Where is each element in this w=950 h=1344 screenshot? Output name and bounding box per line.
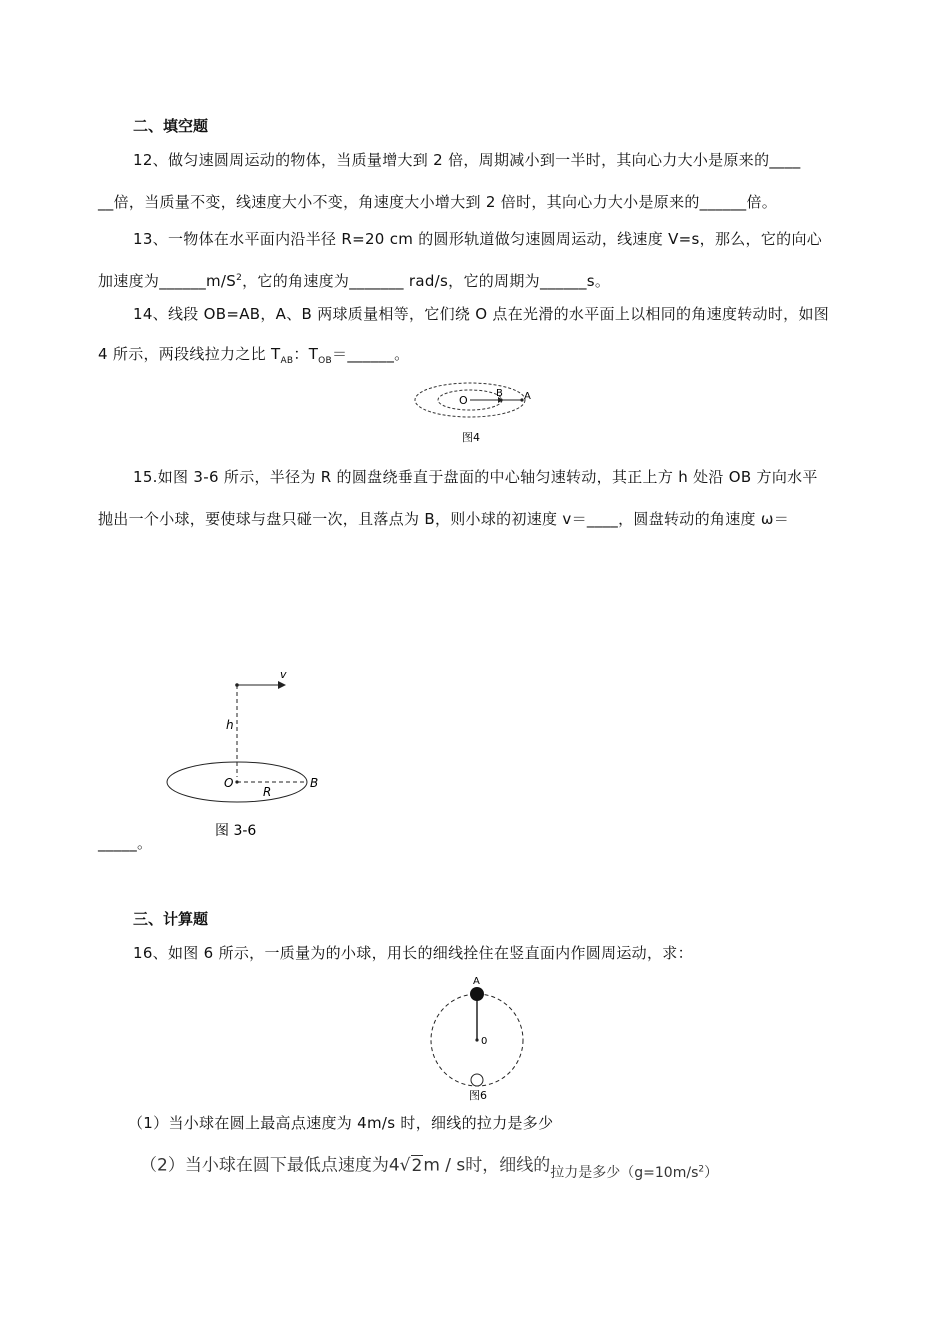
label-o: O (459, 394, 468, 407)
q13-line2: 加速度为$\_\_\_\_\_\_m/S^2$，它的角速度为_______ rad/s，它的周期为______s。 (98, 272, 611, 290)
figure-4-caption: 图4 (462, 431, 480, 444)
section-heading-fill-blank: 二、填空题 (133, 117, 209, 135)
q13-line1: 13、一物体在水平面内沿半径 R=20 cm 的圆形轨道做匀速圆周运动，线速度 V=s，那么，它的向心 (133, 230, 823, 248)
q12-line2: __倍，当质量不变，线速度大小不变，角速度大小增大到 2 倍时，其向心力大小是原来的______倍。 (98, 193, 778, 211)
label-r: R (263, 785, 272, 799)
center-point (475, 1038, 478, 1041)
center-point (235, 780, 238, 783)
figure-3-6-diagram (160, 665, 330, 845)
figure-4-diagram (410, 378, 550, 446)
q14-line2: 4 所示，两段线拉力之比 $T_{AB}$：$T_{OB}=\_\_\_\_\_\_$。 (98, 345, 410, 366)
label-v: v (280, 668, 287, 681)
q16-sub2: （2）当小球在圆下最低点速度为4√2m / s时，细线的$_{拉力是多少(g=10m/s^2)}$ (140, 1155, 719, 1181)
label-o: O (224, 776, 234, 790)
label-h: h (226, 718, 234, 732)
label-a: A (473, 976, 480, 987)
label-b: B (310, 776, 319, 790)
q12-line1: 12、做匀速圆周运动的物体，当质量增大到 2 倍，周期减小到一半时，其向心力大小是原来的____ (133, 151, 801, 169)
label-o: 0 (481, 1036, 488, 1047)
figure-6-caption: 图6 (469, 1089, 487, 1102)
figure-3-6-caption: 图 3-6 (215, 823, 257, 839)
label-b: B (496, 388, 503, 399)
q15-line3: _____。 (98, 834, 153, 852)
label-a: A (524, 391, 531, 402)
ball-bottom (471, 1074, 483, 1086)
q15-line1: 15.如图 3-6 所示，半径为 R 的圆盘绕垂直于盘面的中心轴匀速转动，其正上方 h 处沿 OB 方向水平 (133, 468, 818, 486)
ball-top (470, 987, 484, 1001)
q15-line2: 抛出一个小球，要使球与盘只碰一次，且落点为 B，则小球的初速度 v＝____，圆盘转动的角速度 ω＝ (98, 510, 790, 528)
q16-sub1: （1）当小球在圆上最高点速度为 4m/s 时，细线的拉力是多少 (128, 1114, 554, 1132)
q16-line1: 16、如图 6 所示，一质量为的小球，用长的细线拴住在竖直面内作圆周运动，求： (133, 944, 693, 962)
section-heading-calculation: 三、计算题 (133, 910, 209, 928)
q14-line1: 14、线段 OB=AB，A、B 两球质量相等，它们绕 O 点在光滑的水平面上以相同的角速度转动时，如图 (133, 305, 830, 323)
velocity-arrowhead-icon (278, 681, 286, 689)
figure-6-diagram (420, 972, 540, 1102)
